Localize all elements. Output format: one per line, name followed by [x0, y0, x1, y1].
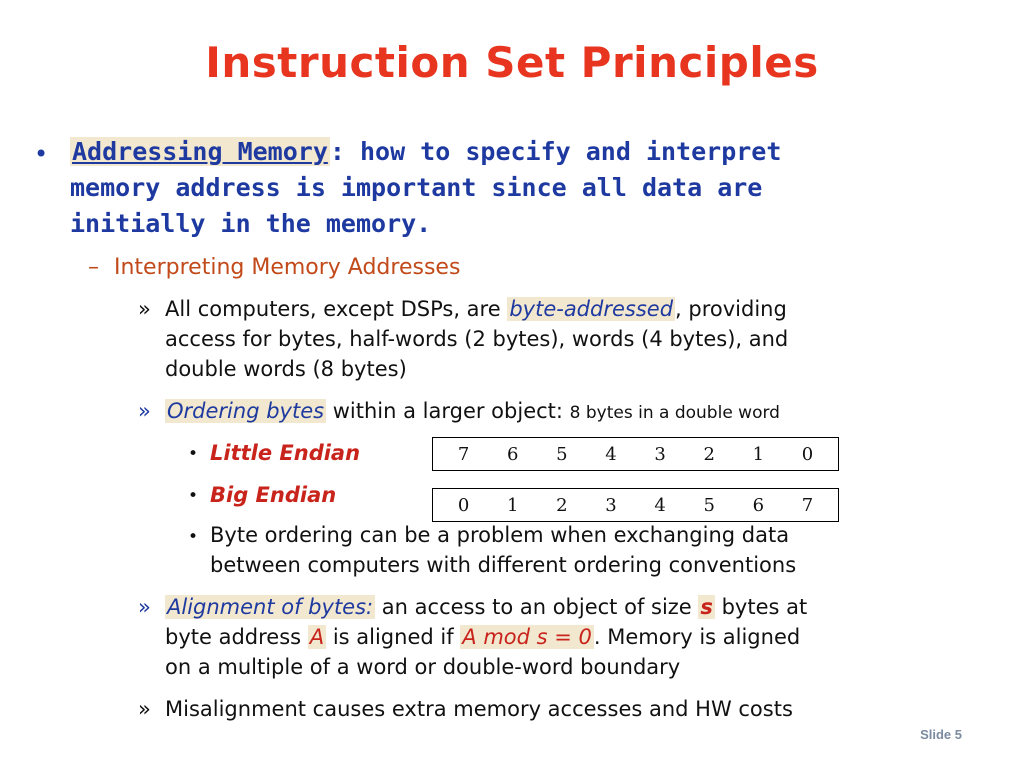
alignment-line2	[165, 622, 800, 652]
byte-cell: 1	[752, 443, 765, 465]
byte-cell: 2	[556, 494, 568, 516]
bullet-marker: •	[188, 486, 199, 506]
addressing-memory-line1-rest: : how to specify and interpret	[329, 137, 782, 166]
raquo-marker: »	[138, 697, 151, 721]
byte-cell: 1	[506, 494, 519, 516]
byte-cell: 0	[801, 443, 814, 465]
little-endian-label: Little Endian	[210, 441, 361, 465]
big-endian-label: Big Endian	[210, 483, 337, 507]
byte-cell: 7	[801, 494, 814, 516]
addressing-memory-line1	[70, 134, 781, 170]
raquo-marker: »	[138, 399, 151, 423]
byte-addressed-post: , providing	[675, 297, 787, 321]
alignment-address-a: A	[309, 625, 325, 649]
alignment-emph: Alignment of bytes:	[167, 595, 374, 619]
raquo-marker: »	[138, 297, 151, 321]
byte-order-note-line2: between computers with different ordering conventions	[210, 553, 797, 577]
big-endian-byte-box	[432, 488, 839, 522]
alignment-l2-mid: is aligned if	[326, 625, 461, 649]
alignment-text2: bytes at	[714, 595, 808, 619]
interpreting-memory-addresses: Interpreting Memory Addresses	[114, 255, 461, 280]
alignment-l2-post: . Memory is aligned	[593, 625, 801, 649]
byte-cell: 4	[605, 443, 617, 465]
byte-cell: 6	[506, 443, 519, 465]
byte-cell: 4	[654, 494, 666, 516]
byte-cell: 2	[703, 443, 715, 465]
byte-addressed-line2: access for bytes, half-words (2 bytes), words (4 bytes), and	[165, 327, 789, 351]
slide-title: Instruction Set Principles	[205, 38, 819, 87]
slide-number: Slide 5	[920, 727, 962, 742]
ordering-bytes-text: within a larger object:	[326, 399, 570, 423]
alignment-l2-pre: byte address	[165, 625, 308, 649]
byte-cell: 3	[605, 494, 617, 516]
alignment-size-s: s	[700, 595, 713, 619]
byte-addressed-emph: byte-addressed	[509, 297, 674, 321]
sub-bullet-marker: –	[88, 255, 99, 280]
byte-addressed-line1	[165, 294, 787, 324]
addressing-memory-key: Addressing Memory	[72, 137, 328, 166]
byte-order-note-line1: Byte ordering can be a problem when exchanging data	[210, 523, 790, 547]
byte-cell: 6	[752, 494, 765, 516]
alignment-condition: A mod s = 0	[462, 625, 592, 649]
addressing-memory-line2: memory address is important since all data are	[70, 173, 763, 202]
byte-cell: 0	[457, 494, 470, 516]
alignment-line3: on a multiple of a word or double-word boundary	[165, 655, 681, 679]
ordering-bytes-emph: Ordering bytes	[167, 399, 325, 423]
bullet-marker: •	[188, 527, 199, 547]
ordering-bytes-small: 8 bytes in a double word	[569, 403, 780, 423]
bullet-marker: •	[188, 444, 199, 464]
alignment-text1: an access to an object of size	[375, 595, 699, 619]
raquo-marker: »	[138, 595, 151, 619]
addressing-memory-line3: initially in the memory.	[70, 209, 432, 238]
byte-cell: 3	[654, 443, 666, 465]
bullet-marker: •	[34, 140, 49, 168]
byte-addressed-line3: double words (8 bytes)	[165, 357, 407, 381]
little-endian-byte-box	[432, 437, 839, 471]
byte-cell: 7	[457, 443, 470, 465]
byte-addressed-pre: All computers, except DSPs, are	[165, 297, 508, 321]
byte-cell: 5	[556, 443, 568, 465]
ordering-bytes-line	[165, 396, 780, 428]
misalignment-line: Misalignment causes extra memory accesses and HW costs	[165, 697, 793, 721]
alignment-line1	[165, 592, 807, 622]
byte-cell: 5	[703, 494, 715, 516]
